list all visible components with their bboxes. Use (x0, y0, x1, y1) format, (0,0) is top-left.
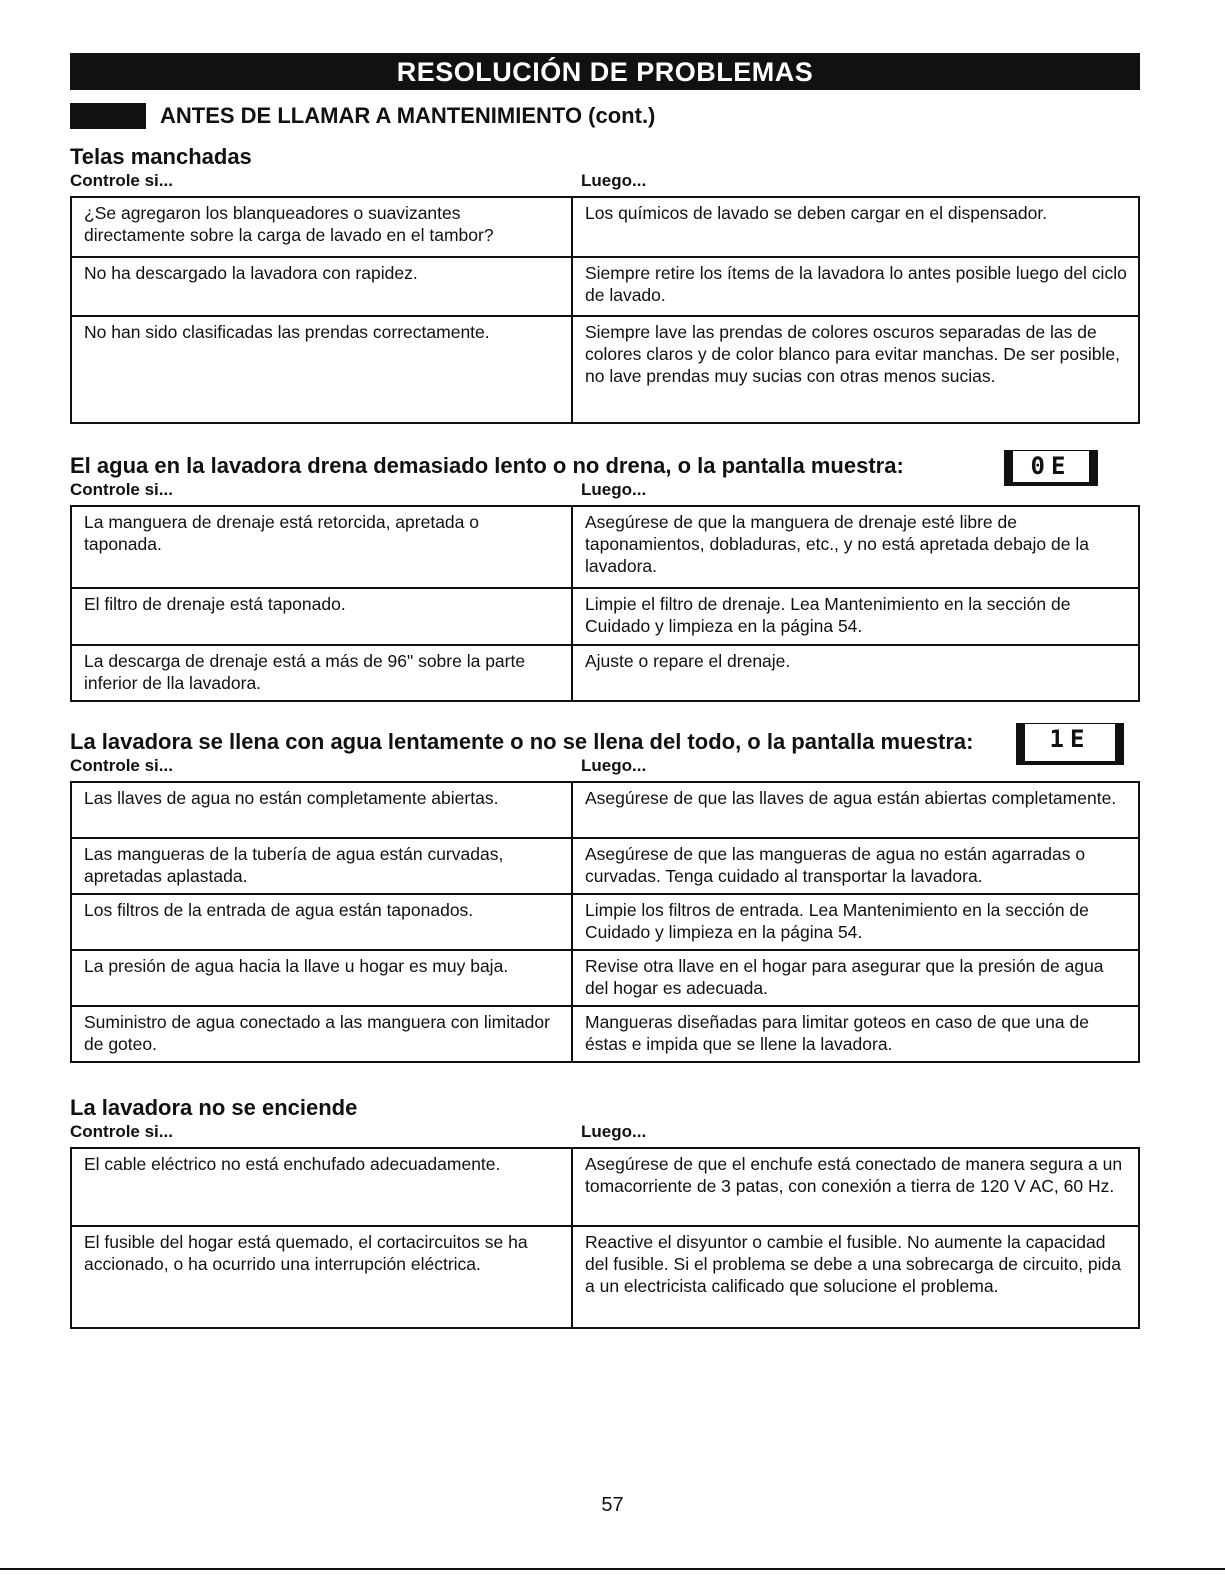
table-row (71, 838, 1139, 894)
column-headers (70, 1121, 1140, 1143)
then-cell: Asegúrese de que las llaves de agua están abiertas completamente. (572, 782, 1139, 838)
then-cell: Limpie el filtro de drenaje. Lea Mantenimiento en la sección de Cuidado y limpieza en la página 54. (572, 588, 1139, 645)
section-no-power (70, 1094, 1140, 1329)
then-cell: Asegúrese de que la manguera de drenaje esté libre de taponamientos, dobladuras, etc., y no está apretada debajo de la lavadora. (572, 506, 1139, 588)
section-slow-fill (70, 725, 1140, 1063)
column-header-then: Luego... (581, 756, 647, 775)
check-cell: Las llaves de agua no están completamente abiertas. (71, 782, 572, 838)
bottom-rule (0, 1568, 1225, 1570)
check-cell: El fusible del hogar está quemado, el cortacircuitos se ha accionado, o ha ocurrido una interrupción eléctrica. (71, 1226, 572, 1328)
table-row (71, 1148, 1139, 1226)
section-title (70, 452, 1140, 479)
check-cell: La descarga de drenaje está a más de 96" sobre la parte inferior de lla lavadora. (71, 645, 572, 701)
table-row (71, 645, 1139, 701)
subheading-bar (70, 103, 146, 129)
table-row (71, 588, 1139, 645)
page-banner: RESOLUCIÓN DE PROBLEMAS (70, 53, 1140, 90)
check-cell: ¿Se agregaron los blanqueadores o suavizantes directamente sobre la carga de lavado en el tambor? (71, 197, 572, 257)
check-cell: Suministro de agua conectado a las manguera con limitador de goteo. (71, 1006, 572, 1062)
check-cell: La manguera de drenaje está retorcida, apretada o taponada. (71, 506, 572, 588)
troubleshooting-table (70, 196, 1140, 424)
section-stained-fabrics (70, 143, 1140, 424)
check-cell: La presión de agua hacia la llave u hogar es muy baja. (71, 950, 572, 1006)
column-header-check: Controle si... (70, 1122, 173, 1141)
then-cell: Asegúrese de que el enchufe está conectado de manera segura a un tomacorriente de 3 patas, con conexión a tierra de 120 V AC, 60 Hz. (572, 1148, 1139, 1226)
subheading (70, 101, 655, 131)
column-header-then: Luego... (581, 171, 647, 190)
section-title: La lavadora no se enciende (70, 1095, 358, 1120)
table-row (71, 1006, 1139, 1062)
then-cell: Los químicos de lavado se deben cargar en el dispensador. (572, 197, 1139, 257)
then-cell: Reactive el disyuntor o cambie el fusible. No aumente la capacidad del fusible. Si el problema se debe a una sobrecarga de circuito, pida a un electricista calificado que solucione el problema. (572, 1226, 1139, 1328)
then-cell: Mangueras diseñadas para limitar goteos en caso de que una de éstas e impida que se llene la lavadora. (572, 1006, 1139, 1062)
check-cell: Las mangueras de la tubería de agua están curvadas, apretadas aplastada. (71, 838, 572, 894)
table-row (71, 316, 1139, 423)
table-row (71, 782, 1139, 838)
column-header-check: Controle si... (70, 756, 173, 775)
table-row (71, 950, 1139, 1006)
column-header-check: Controle si... (70, 480, 173, 499)
table-row (71, 197, 1139, 257)
troubleshooting-table (70, 781, 1140, 1063)
check-cell: El filtro de drenaje está taponado. (71, 588, 572, 645)
section-title: Telas manchadas (70, 144, 252, 169)
check-cell: No ha descargado la lavadora con rapidez. (71, 257, 572, 316)
display-code-1E: 1E (1016, 723, 1124, 765)
display-code-0E: 0E (1004, 450, 1098, 486)
subheading-text: ANTES DE LLAMAR A MANTENIMIENTO (cont.) (160, 103, 656, 128)
check-cell: Los filtros de la entrada de agua están taponados. (71, 894, 572, 950)
then-cell: Revise otra llave en el hogar para asegurar que la presión de agua del hogar es adecuada. (572, 950, 1139, 1006)
then-cell: Limpie los filtros de entrada. Lea Mantenimiento en la sección de Cuidado y limpieza en la página 54. (572, 894, 1139, 950)
column-headers (70, 479, 1140, 501)
column-headers (70, 170, 1140, 192)
table-row (71, 506, 1139, 588)
then-cell: Ajuste o repare el drenaje. (572, 645, 1139, 701)
section-title-text: El agua en la lavadora drena demasiado lento o no drena, o la pantalla muestra: (70, 453, 904, 478)
column-header-then: Luego... (581, 480, 647, 499)
column-header-then: Luego... (581, 1122, 647, 1141)
table-row (71, 1226, 1139, 1328)
then-cell: Siempre retire los ítems de la lavadora lo antes posible luego del ciclo de lavado. (572, 257, 1139, 316)
column-header-check: Controle si... (70, 171, 173, 190)
then-cell: Asegúrese de que las mangueras de agua no están agarradas o curvadas. Tenga cuidado al transportar la lavadora. (572, 838, 1139, 894)
troubleshooting-table (70, 1147, 1140, 1329)
then-cell: Siempre lave las prendas de colores oscuros separadas de las de colores claros y de color blanco para evitar manchas. De ser posible, no lave prendas muy sucias con otras menos sucias. (572, 316, 1139, 423)
table-row (71, 257, 1139, 316)
section-slow-drain (70, 452, 1140, 702)
page-number: 57 (601, 1494, 624, 1516)
check-cell: El cable eléctrico no está enchufado adecuadamente. (71, 1148, 572, 1226)
check-cell: No han sido clasificadas las prendas correctamente. (71, 316, 572, 423)
table-row (71, 894, 1139, 950)
column-headers (70, 755, 1140, 777)
section-title (70, 725, 1140, 755)
section-title-text: La lavadora se llena con agua lentamente o no se llena del todo, o la pantalla muestra: (70, 729, 974, 754)
troubleshooting-table (70, 505, 1140, 702)
